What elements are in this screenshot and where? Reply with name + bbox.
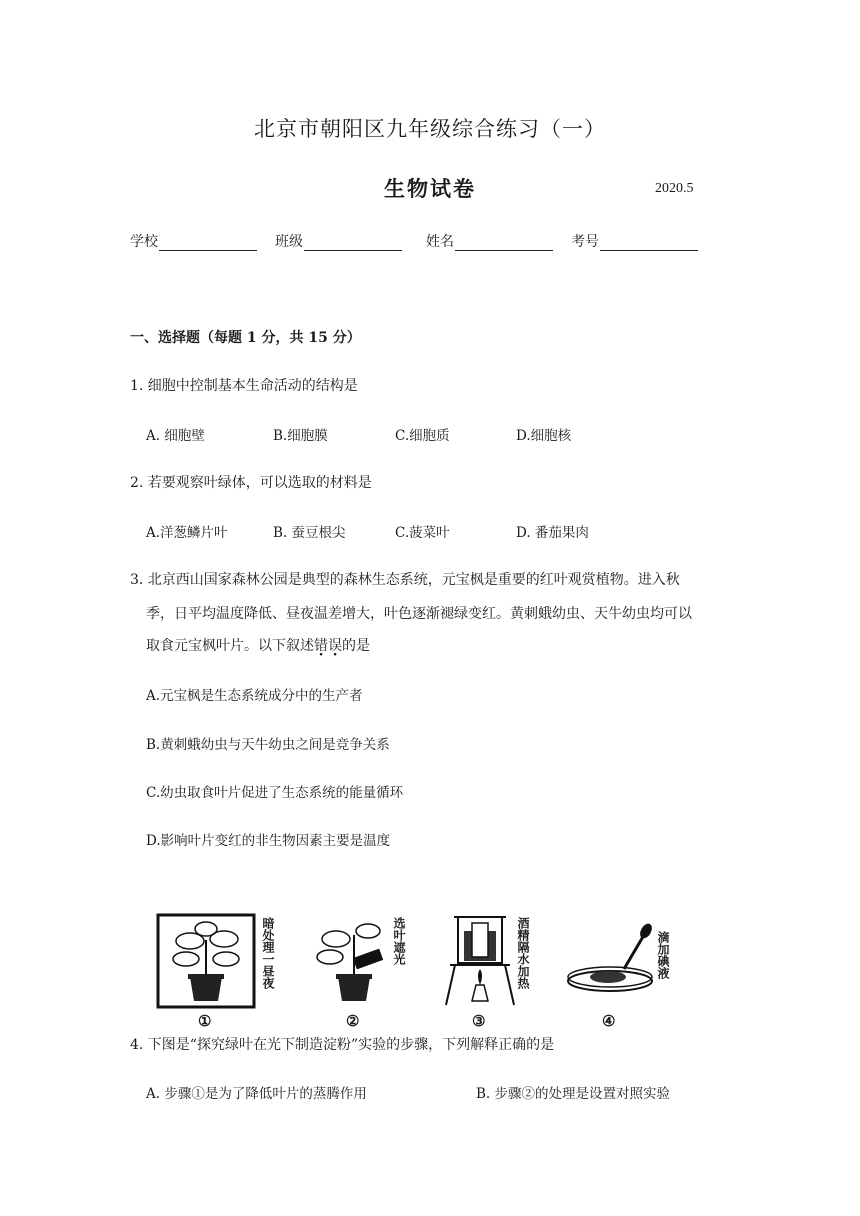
q3-option-b: B.黄刺蛾幼虫与天牛幼虫之间是竞争关系 <box>146 737 390 753</box>
q2-option-c: C.菠菜叶 <box>395 525 450 541</box>
q2-option-b: B. 蚕豆根尖 <box>273 525 346 541</box>
experiment-illustration <box>150 905 690 1010</box>
section-heading: 一、选择题（每题 1 分，共 15 分） <box>130 330 361 346</box>
question-2-stem: 2. 若要观察叶绿体，可以选取的材料是 <box>130 475 372 491</box>
exam-date: 2020.5 <box>655 181 694 196</box>
q3-line3-prefix: 取食元宝枫叶片。以下叙述 <box>146 638 314 654</box>
page-title: 北京市朝阳区九年级综合练习（一） <box>254 117 606 141</box>
q3-option-c: C.幼虫取食叶片促进了生态系统的能量循环 <box>146 785 404 801</box>
q4-option-b: B. 步骤②的处理是设置对照实验 <box>476 1086 671 1102</box>
step-1-label: 暗处理一昼夜 <box>261 917 275 989</box>
step-4-label: 滴加碘液 <box>656 931 670 979</box>
question-3-line-2: 季，日平均温度降低、昼夜温差增大，叶色逐渐褪绿变红。黄刺蛾幼虫、天牛幼虫均可以 <box>146 606 692 622</box>
subject-title: 生物试卷 <box>384 176 476 201</box>
exam-number-field <box>571 231 698 251</box>
q3-emphasis-2: 误 <box>328 638 342 654</box>
exam-number-blank <box>600 236 698 251</box>
q3-emphasis-1: 错 <box>314 638 328 654</box>
step-3-number: ③ <box>472 1012 486 1030</box>
step-1-number: ① <box>198 1012 212 1030</box>
step-2-label: 选叶遮光 <box>392 917 406 965</box>
exam-number-label: 考号 <box>571 234 599 250</box>
q3-option-a: A.元宝枫是生态系统成分中的生产者 <box>146 688 363 704</box>
question-3-line-1: 3. 北京西山国家森林公园是典型的森林生态系统，元宝枫是重要的红叶观赏植物。进入秋 <box>130 572 680 588</box>
q2-option-d: D. 番茄果肉 <box>516 525 589 541</box>
step-4-number: ④ <box>602 1012 616 1030</box>
q2-option-a: A.洋葱鳞片叶 <box>146 525 228 541</box>
q3-option-d: D.影响叶片变红的非生物因素主要是温度 <box>146 833 391 849</box>
class-field <box>275 231 402 251</box>
school-field <box>130 231 257 251</box>
class-label: 班级 <box>275 234 303 250</box>
q1-option-b: B.细胞膜 <box>273 428 328 444</box>
name-label: 姓名 <box>426 234 454 250</box>
q3-line3-suffix: 的是 <box>342 638 370 654</box>
step-2-number: ② <box>346 1012 360 1030</box>
experiment-figure <box>150 905 690 1030</box>
question-3-line-3 <box>146 635 370 655</box>
question-4-stem: 4. 下图是“探究绿叶在光下制造淀粉”实验的步骤，下列解释正确的是 <box>130 1037 555 1053</box>
q1-option-d: D.细胞核 <box>516 428 572 444</box>
question-1-stem: 1. 细胞中控制基本生命活动的结构是 <box>130 378 358 394</box>
name-field <box>426 231 553 251</box>
q1-option-a: A. 细胞壁 <box>146 428 205 444</box>
class-blank <box>304 236 402 251</box>
school-label: 学校 <box>130 234 158 250</box>
name-blank <box>455 236 553 251</box>
step-3-label: 酒精隔水加热 <box>516 917 530 989</box>
q4-option-a: A. 步骤①是为了降低叶片的蒸腾作用 <box>146 1086 367 1102</box>
school-blank <box>159 236 257 251</box>
q1-option-c: C.细胞质 <box>395 428 450 444</box>
